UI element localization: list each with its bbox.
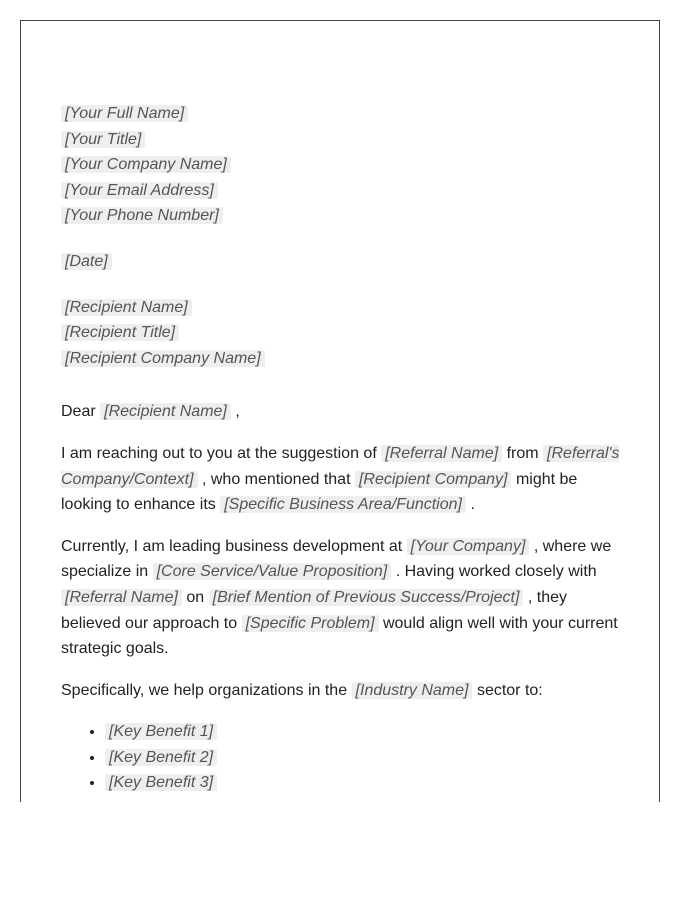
paragraph-industry bbox=[61, 678, 627, 704]
para3-text-2: sector to: bbox=[476, 681, 543, 699]
recipient-title: [Recipient Title] bbox=[61, 324, 179, 341]
para2-text-1: Currently, I am leading business development at bbox=[61, 537, 403, 555]
sender-title: [Your Title] bbox=[61, 131, 145, 148]
recipient-name: [Recipient Name] bbox=[61, 299, 192, 316]
salutation-suffix: , bbox=[235, 403, 240, 421]
para2-text-4: on bbox=[186, 588, 205, 606]
key-benefit-3: [Key Benefit 3] bbox=[105, 774, 217, 791]
sender-company: [Your Company Name] bbox=[61, 156, 231, 173]
key-benefit-2: [Key Benefit 2] bbox=[105, 749, 217, 766]
list-item bbox=[105, 719, 627, 745]
salutation bbox=[61, 399, 627, 425]
core-service: [Core Service/Value Proposition] bbox=[153, 563, 392, 580]
recipient-block bbox=[61, 295, 627, 372]
para1-text-3: , who mentioned that bbox=[201, 470, 351, 488]
para2-text-6: would align well with your current strategic goals. bbox=[61, 614, 618, 658]
referral-name-2: [Referral Name] bbox=[61, 589, 182, 606]
para3-text-1: Specifically, we help organizations in the bbox=[61, 681, 348, 699]
para1-text-4: might be looking to enhance its bbox=[61, 470, 578, 514]
your-company: [Your Company] bbox=[407, 538, 530, 555]
date-block bbox=[61, 249, 627, 275]
letter-body bbox=[61, 101, 627, 796]
sender-block bbox=[61, 101, 627, 229]
business-area: [Specific Business Area/Function] bbox=[220, 496, 466, 513]
para1-text-2: from bbox=[506, 444, 539, 462]
sender-email: [Your Email Address] bbox=[61, 182, 218, 199]
recipient-company: [Recipient Company Name] bbox=[61, 350, 265, 367]
list-item bbox=[105, 745, 627, 771]
list-item bbox=[105, 770, 627, 796]
key-benefit-1: [Key Benefit 1] bbox=[105, 723, 217, 740]
sender-phone: [Your Phone Number] bbox=[61, 207, 223, 224]
benefits-list bbox=[61, 719, 627, 796]
para2-text-2: , where we specialize in bbox=[61, 537, 612, 581]
recipient-company-ref: [Recipient Company] bbox=[355, 471, 512, 488]
letter-date: [Date] bbox=[61, 253, 112, 270]
referral-context: [Referral's Company/Context] bbox=[61, 444, 620, 488]
previous-success: [Brief Mention of Previous Success/Project] bbox=[209, 589, 524, 606]
para2-text-5: , they believed our approach to bbox=[61, 588, 568, 632]
para2-text-3: . Having worked closely with bbox=[395, 563, 597, 581]
referral-name: [Referral Name] bbox=[381, 445, 502, 462]
paragraph-background bbox=[61, 534, 627, 662]
specific-problem: [Specific Problem] bbox=[242, 615, 379, 632]
industry-name: [Industry Name] bbox=[352, 682, 473, 699]
para1-text-5: . bbox=[470, 496, 475, 514]
paragraph-introduction bbox=[61, 441, 627, 518]
para1-text-1: I am reaching out to you at the suggestion of bbox=[61, 444, 377, 462]
sender-full-name: [Your Full Name] bbox=[61, 105, 188, 122]
salutation-prefix: Dear bbox=[61, 403, 96, 421]
salutation-name: [Recipient Name] bbox=[100, 403, 231, 420]
